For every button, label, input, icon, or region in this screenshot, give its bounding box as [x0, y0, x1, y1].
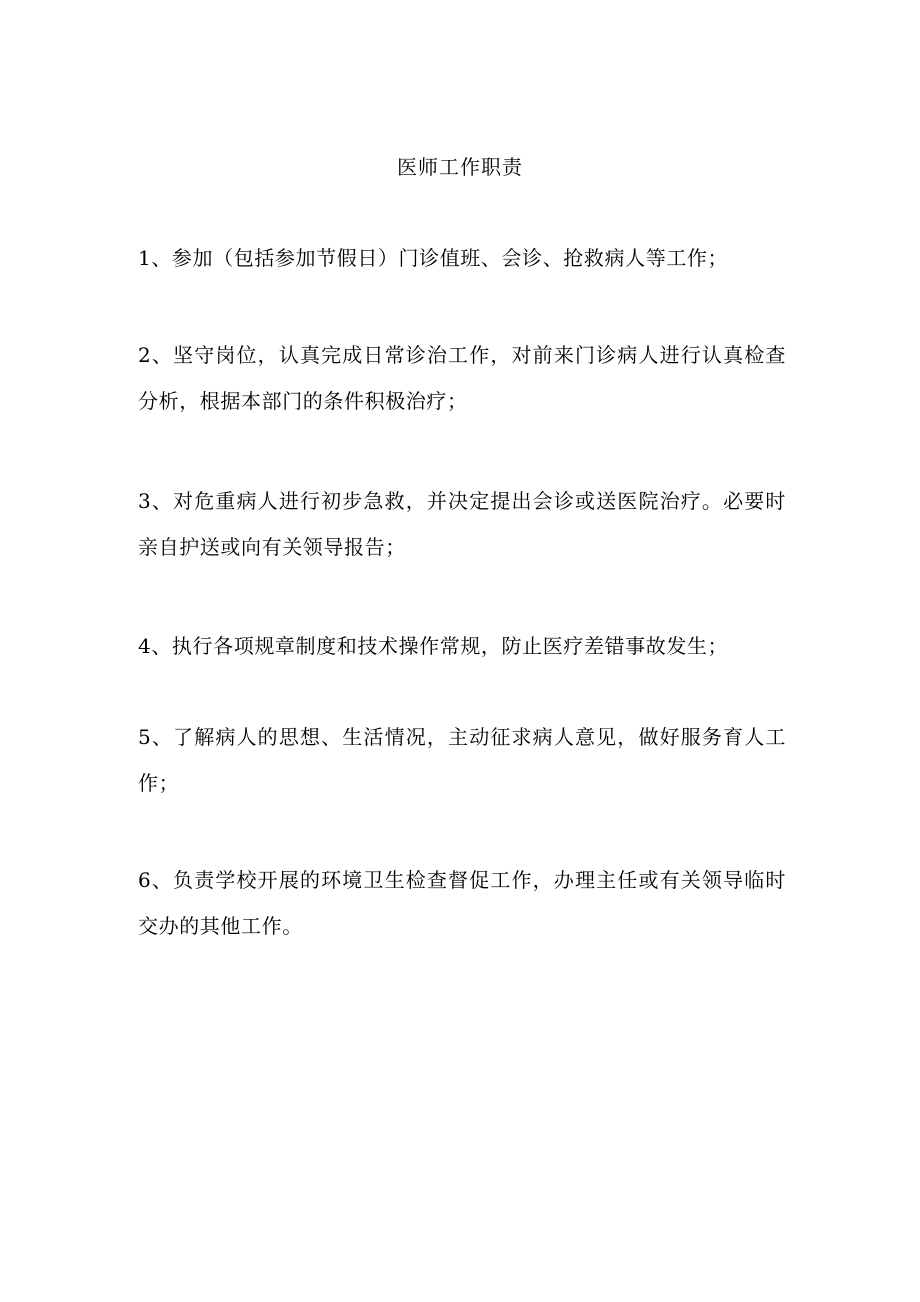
document-title: 医师工作职责 [397, 155, 523, 179]
duty-item-5: 5、了解病人的思想、生活情况，主动征求病人意见，做好服务育人工作； [138, 725, 786, 795]
duty-item-1: 1、参加（包括参加节假日）门诊值班、会诊、抢救病人等工作； [138, 246, 729, 270]
duty-item-3: 3、对危重病人进行初步急救，并决定提出会诊或送医院治疗。必要时亲自护送或向有关领导报告； [138, 489, 786, 559]
duty-item-2: 2、坚守岗位，认真完成日常诊治工作，对前来门诊病人进行认真检查分析，根据本部门的条件积极治疗； [138, 343, 786, 413]
duty-item-4: 4、执行各项规章制度和技术操作常规，防止医疗差错事故发生； [138, 634, 729, 658]
duty-item-6: 6、负责学校开展的环境卫生检查督促工作，办理主任或有关领导临时交办的其他工作。 [138, 868, 786, 938]
